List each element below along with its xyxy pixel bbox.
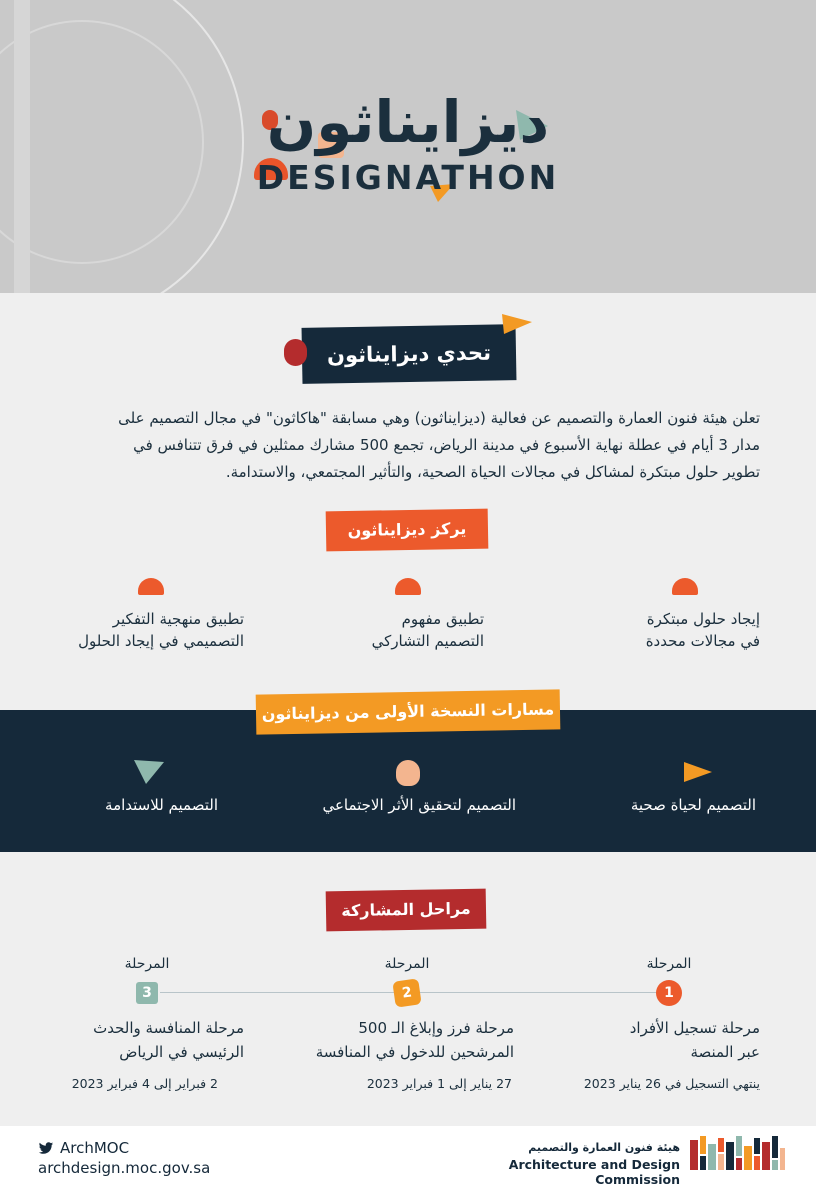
focus-item-line: في مجالات محددة xyxy=(645,632,760,650)
tracks-title: مسارات النسخة الأولى من ديزايناثون xyxy=(261,699,555,724)
focus-item-line: إيجاد حلول مبتكرة xyxy=(646,610,760,628)
stage-text-line: المرشحين للدخول في المنافسة xyxy=(315,1043,514,1061)
stage-text-line: مرحلة تسجيل الأفراد xyxy=(629,1019,760,1037)
org-name-arabic: هيئة فنون العمارة والتصميم xyxy=(528,1141,680,1154)
focus-item-3 xyxy=(40,608,244,652)
org-name-english: Architecture and Design Commission xyxy=(508,1157,680,1187)
stage-1-description xyxy=(560,1016,760,1064)
challenge-line-2: مدار 3 أيام في عطلة نهاية الأسبوع في مدينة الرياض، تجمع 500 مشارك ممثلين في فرق تتنافس في xyxy=(133,436,760,454)
track-label-social: التصميم لتحقيق الأثر الاجتماعي xyxy=(322,796,516,814)
stage-label: المرحلة xyxy=(384,956,430,972)
focus-item-line: تطبيق منهجية التفكير xyxy=(112,610,244,628)
focus-half-circle-icon xyxy=(138,578,164,595)
orange-triangle-icon xyxy=(500,310,534,336)
stage-label: المرحلة xyxy=(646,956,692,972)
orange-triangle-icon xyxy=(682,760,714,784)
track-label-sustainability: التصميم للاستدامة xyxy=(105,796,218,814)
hero-banner xyxy=(0,0,816,293)
logo-english: DESIGNATHON xyxy=(256,158,560,197)
stage-number: 3 xyxy=(142,985,152,1001)
focus-title: يركز ديزايناثون xyxy=(347,518,467,541)
stage-2-description xyxy=(290,1016,514,1064)
stages-title: مراحل المشاركة xyxy=(341,898,471,921)
website-link[interactable]: archdesign.moc.gov.sa xyxy=(38,1159,211,1177)
commission-logo-icon xyxy=(690,1136,786,1174)
stage-1-date: ينتهي التسجيل في 26 يناير 2023 xyxy=(583,1076,760,1091)
focus-item-line: التصميم التشاركي xyxy=(371,632,484,650)
red-drop-icon xyxy=(284,339,307,366)
challenge-line-1: تعلن هيئة فنون العمارة والتصميم عن فعالية (ديزايناثون) وهي مسابقة "هاكاثون" في مجال التصميم على xyxy=(118,409,760,427)
focus-item-2 xyxy=(300,608,484,652)
stage-text-line: مرحلة فرز وإبلاغ الـ 500 xyxy=(358,1019,514,1037)
stage-text-line: الرئيسي في الرياض xyxy=(119,1043,244,1061)
focus-item-1 xyxy=(560,608,760,652)
stage-label: المرحلة xyxy=(124,956,170,972)
challenge-title-badge xyxy=(302,324,517,384)
tracks-title-badge xyxy=(256,689,561,734)
peach-drop-icon xyxy=(396,760,420,786)
focus-title-badge xyxy=(326,509,489,552)
focus-item-line: تطبيق مفهوم xyxy=(401,610,484,628)
stage-3-description xyxy=(40,1016,244,1064)
green-triangle-icon xyxy=(132,758,166,786)
stages-title-badge xyxy=(326,889,487,932)
challenge-title: تحدي ديزايناثون xyxy=(326,340,492,368)
twitter-handle[interactable]: ArchMOC xyxy=(60,1139,130,1157)
challenge-paragraph xyxy=(56,405,760,486)
stage-3-date: 2 فبراير إلى 4 فبراير 2023 xyxy=(71,1076,218,1091)
twitter-icon xyxy=(38,1142,54,1155)
track-label-health: التصميم لحياة صحية xyxy=(630,796,756,814)
focus-half-circle-icon xyxy=(672,578,698,595)
stage-text-line: عبر المنصة xyxy=(690,1043,760,1061)
stage-number: 1 xyxy=(664,985,674,1001)
stage-number-badge xyxy=(392,978,421,1007)
stage-number-badge xyxy=(656,980,682,1006)
stage-2-date: 27 يناير إلى 1 فبراير 2023 xyxy=(366,1076,512,1091)
logo-arabic: ديزايناثون xyxy=(266,88,550,156)
stage-text-line: مرحلة المنافسة والحدث xyxy=(93,1019,244,1037)
stage-number: 2 xyxy=(401,984,413,1002)
challenge-line-3: تطوير حلول مبتكرة لمشاكل في مجالات الحياة الصحية، والتأثير المجتمعي، والاستدامة. xyxy=(225,463,760,481)
focus-item-line: التصميمي في إيجاد الحلول xyxy=(78,632,244,650)
focus-half-circle-icon xyxy=(395,578,421,595)
stage-number-badge xyxy=(136,982,158,1004)
